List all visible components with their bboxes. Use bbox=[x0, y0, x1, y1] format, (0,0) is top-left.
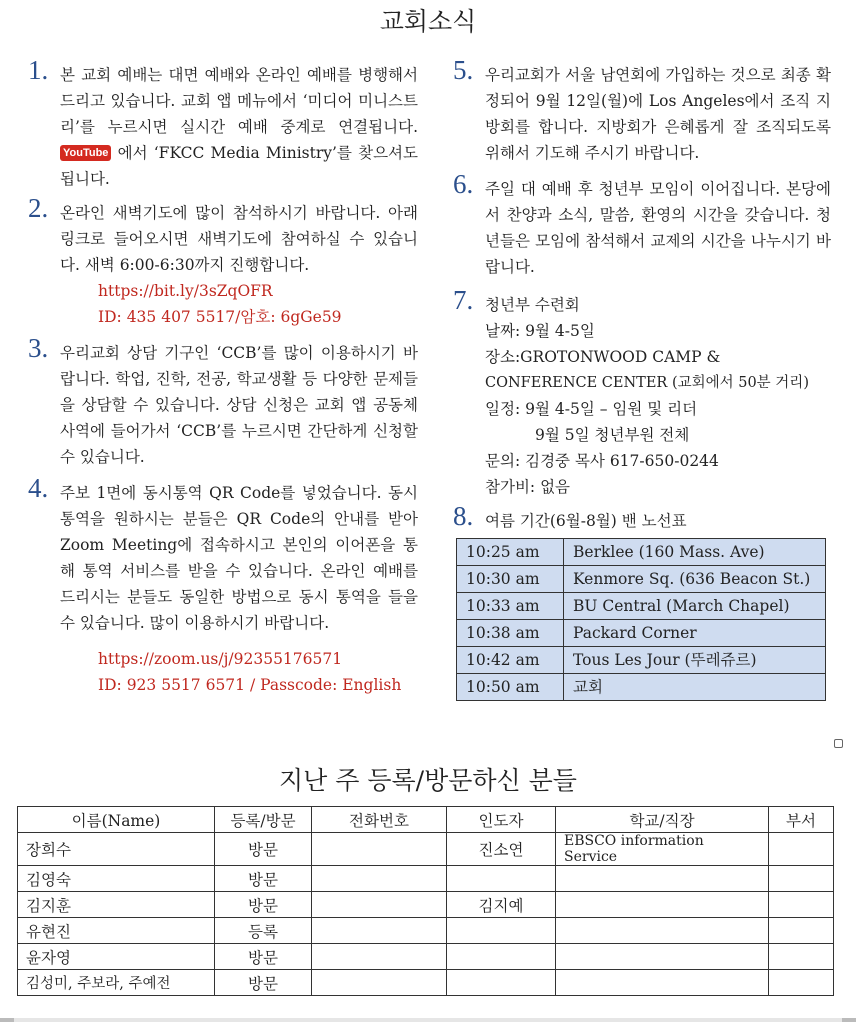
van-time: 10:50 am bbox=[457, 674, 564, 701]
retreat-contact: 문의: 김경중 목사 617-650-0244 bbox=[485, 452, 719, 470]
visitor-type: 방문 bbox=[215, 866, 312, 892]
van-stop: Berklee (160 Mass. Ave) bbox=[564, 539, 826, 566]
item-text: 주보 1면에 동시통역 QR Code를 넣었습니다. 동시 통역을 원하시는 분들은 QR Code의 안내를 받아 Zoom Meeting에 접속하시고 본인의 이어폰을 통해 통역 서비스를 받을 수 있습니다. 온라인 예배를 드리시는 분들도 동일한 방법으로 동시 통역을 들을 수 있습니다. 많이 이용하시기 바랍니다. bbox=[60, 484, 418, 632]
visitor-phone bbox=[312, 970, 447, 996]
item-text bbox=[60, 62, 418, 192]
news-item-3 bbox=[28, 333, 418, 470]
visitor-guide bbox=[447, 866, 556, 892]
item-number: 6. bbox=[453, 169, 474, 199]
retreat-schedule-line1: 일정: 9월 4-5일 – 임원 및 리더 bbox=[485, 400, 698, 418]
retreat-date: 날짜: 9월 4-5일 bbox=[485, 322, 595, 340]
visitor-type: 방문 bbox=[215, 944, 312, 970]
zoom-meeting-id: ID: 923 5517 6571 / Passcode: English bbox=[98, 676, 402, 694]
item-text-part: 본 교회 예배는 대면 예배와 온라인 예배를 병행해서 드리고 있습니다. 교회 앱 메뉴에서 ‘미디어 미니스트리’를 누르시면 실시간 예배 중계로 연결됩니다. bbox=[60, 66, 418, 136]
visitor-dept bbox=[769, 866, 834, 892]
visitor-name: 김성미, 주보라, 주예전 bbox=[18, 970, 215, 996]
visitors-table bbox=[17, 806, 834, 996]
visitor-dept bbox=[769, 944, 834, 970]
visitor-phone bbox=[312, 944, 447, 970]
news-item-8 bbox=[453, 501, 831, 701]
table-row bbox=[18, 833, 834, 866]
table-row bbox=[18, 866, 834, 892]
visitor-school bbox=[556, 892, 769, 918]
item-text: 온라인 새벽기도에 많이 참석하시기 바랍니다. 아래 링크로 들어오시면 새벽기도에 참여하실 수 있습니다. 새벽 6:00-6:30까지 진행합니다. bbox=[60, 204, 418, 274]
item-text-part: 에서 ‘FKCC Media Ministry’를 찾으셔도 됩니다. bbox=[60, 144, 418, 188]
van-stop: 교회 bbox=[564, 674, 826, 701]
van-time: 10:30 am bbox=[457, 566, 564, 593]
news-item-2 bbox=[28, 193, 418, 330]
column-header-name: 이름(Name) bbox=[18, 807, 215, 833]
item-text: 주일 대 예배 후 청년부 모임이 이어집니다. 본당에서 찬양과 소식, 말씀, 환영의 시간을 갖습니다. 청년들은 모임에 참석해서 교제의 시간을 나누시기 바랍니다. bbox=[485, 180, 831, 276]
visitor-type: 방문 bbox=[215, 970, 312, 996]
retreat-fee: 참가비: 없음 bbox=[485, 478, 571, 496]
visitor-type: 방문 bbox=[215, 833, 312, 866]
prayer-link[interactable]: https://bit.ly/3sZqOFR bbox=[98, 282, 273, 300]
van-schedule-table bbox=[456, 538, 826, 701]
van-time: 10:38 am bbox=[457, 620, 564, 647]
news-item-5 bbox=[453, 55, 831, 166]
table-row bbox=[18, 892, 834, 918]
item-number: 3. bbox=[28, 333, 49, 363]
retreat-place-line2: CONFERENCE CENTER (교회에서 50분 거리) bbox=[485, 375, 809, 391]
table-row bbox=[457, 647, 826, 674]
visitor-type: 등록 bbox=[215, 918, 312, 944]
visitor-guide bbox=[447, 944, 556, 970]
visitor-guide: 김지예 bbox=[447, 892, 556, 918]
visitor-school bbox=[556, 970, 769, 996]
van-stop: Tous Les Jour (뚜레쥬르) bbox=[564, 647, 826, 674]
visitor-school bbox=[556, 866, 769, 892]
news-column-right bbox=[453, 55, 831, 701]
visitor-phone bbox=[312, 892, 447, 918]
van-time: 10:25 am bbox=[457, 539, 564, 566]
visitor-guide: 진소연 bbox=[447, 833, 556, 866]
item-number: 7. bbox=[453, 285, 474, 315]
table-row bbox=[457, 674, 826, 701]
van-stop: Packard Corner bbox=[564, 620, 826, 647]
visitor-phone bbox=[312, 833, 447, 866]
column-header-type: 등록/방문 bbox=[215, 807, 312, 833]
item-number: 8. bbox=[453, 501, 474, 531]
item-number: 1. bbox=[28, 55, 49, 85]
news-item-1 bbox=[28, 55, 418, 192]
visitor-name: 윤자영 bbox=[18, 944, 215, 970]
resize-handle-icon[interactable] bbox=[834, 739, 843, 748]
column-header-school: 학교/직장 bbox=[556, 807, 769, 833]
visitor-dept bbox=[769, 892, 834, 918]
visitor-phone bbox=[312, 866, 447, 892]
visitor-guide bbox=[447, 918, 556, 944]
item-number: 4. bbox=[28, 473, 49, 503]
table-row bbox=[18, 970, 834, 996]
column-header-guide: 인도자 bbox=[447, 807, 556, 833]
visitors-title: 지난 주 등록/방문하신 분들 bbox=[279, 766, 577, 795]
news-item-4 bbox=[28, 473, 418, 698]
page-title: 교회소식 bbox=[379, 7, 477, 36]
visitor-school bbox=[556, 918, 769, 944]
van-time: 10:42 am bbox=[457, 647, 564, 674]
retreat-schedule-line2: 9월 5일 청년부원 전체 bbox=[535, 426, 690, 444]
table-row bbox=[457, 620, 826, 647]
visitor-phone bbox=[312, 918, 447, 944]
scroll-right-icon[interactable] bbox=[842, 1018, 856, 1022]
van-stop: Kenmore Sq. (636 Beacon St.) bbox=[564, 566, 826, 593]
table-row bbox=[18, 918, 834, 944]
visitor-dept bbox=[769, 833, 834, 866]
item-number: 5. bbox=[453, 55, 474, 85]
news-column-left bbox=[28, 55, 418, 698]
horizontal-scrollbar[interactable] bbox=[0, 1018, 856, 1022]
retreat-heading: 청년부 수련회 bbox=[485, 296, 580, 314]
visitor-name: 김지훈 bbox=[18, 892, 215, 918]
table-row bbox=[18, 944, 834, 970]
visitor-dept bbox=[769, 970, 834, 996]
zoom-link[interactable]: https://zoom.us/j/92355176571 bbox=[98, 650, 343, 668]
table-header-row bbox=[18, 807, 834, 833]
visitor-name: 장희수 bbox=[18, 833, 215, 866]
item-text: 우리교회 상담 기구인 ‘CCB’를 많이 이용하시기 바랍니다. 학업, 진학, 전공, 학교생활 등 다양한 문제들을 상담할 수 있습니다. 상담 신청은 교회 앱 공동체 사역에 들어가서 ‘CCB’를 누르시면 간단하게 신청할 수 있습니다. bbox=[60, 344, 418, 466]
item-text: 우리교회가 서울 남연회에 가입하는 것으로 최종 확정되어 9월 12일(월)에 Los Angeles에서 조직 지방회를 합니다. 지방회가 은혜롭게 잘 조직되도록 위해서 기도해 주시기 바랍니다. bbox=[485, 66, 831, 162]
visitor-name: 김영숙 bbox=[18, 866, 215, 892]
item-number: 2. bbox=[28, 193, 49, 223]
prayer-meeting-id: ID: 435 407 5517/암호: 6gGe59 bbox=[98, 308, 342, 326]
news-item-7 bbox=[453, 285, 831, 500]
table-row bbox=[457, 566, 826, 593]
visitor-name: 유현진 bbox=[18, 918, 215, 944]
van-time: 10:33 am bbox=[457, 593, 564, 620]
retreat-place-line1: 장소:GROTONWOOD CAMP & bbox=[485, 348, 721, 366]
visitor-type: 방문 bbox=[215, 892, 312, 918]
news-item-6 bbox=[453, 169, 831, 280]
visitor-guide bbox=[447, 970, 556, 996]
visitor-school: EBSCO information Service bbox=[556, 833, 769, 866]
table-row bbox=[457, 593, 826, 620]
table-row bbox=[457, 539, 826, 566]
visitor-school bbox=[556, 944, 769, 970]
youtube-logo-icon: YouTube bbox=[60, 145, 111, 161]
column-header-phone: 전화번호 bbox=[312, 807, 447, 833]
column-header-dept: 부서 bbox=[769, 807, 834, 833]
van-schedule-heading: 여름 기간(6월-8월) 밴 노선표 bbox=[485, 512, 687, 530]
van-stop: BU Central (March Chapel) bbox=[564, 593, 826, 620]
scroll-left-icon[interactable] bbox=[0, 1018, 14, 1022]
visitor-dept bbox=[769, 918, 834, 944]
